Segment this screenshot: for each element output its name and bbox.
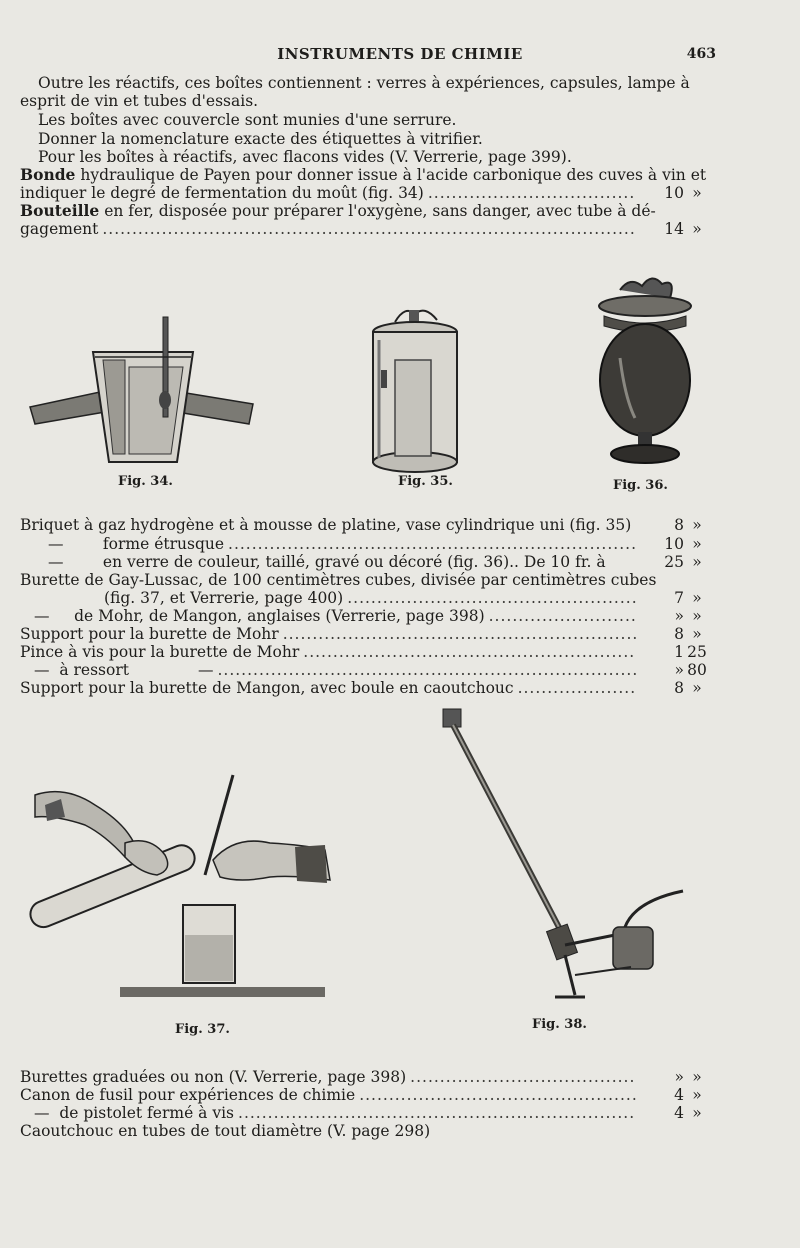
item-text: — de pistolet fermé à vis — [34, 1104, 235, 1122]
intro-line: Donner la nomenclature exacte des étiquettes à vitrifier. — [38, 130, 483, 148]
list-item — [20, 643, 710, 661]
list-item — [20, 1086, 710, 1104]
list-item — [20, 1068, 710, 1086]
entry-bonde-line1 — [20, 166, 710, 184]
intro-line: esprit de vin et tubes d'essais. — [20, 92, 259, 110]
item-text: Pince à vis pour la burette de Mohr — [20, 643, 300, 661]
list-item — [20, 516, 710, 534]
entry-text: indiquer le degré de fermentation du moût (fig. 34) — [20, 184, 424, 202]
figure-caption: Fig. 34. — [118, 474, 173, 489]
item-text: — forme étrusque — [48, 535, 225, 553]
leader-dots — [303, 643, 636, 661]
entry-text: gagement — [20, 220, 99, 238]
list-item — [20, 679, 710, 697]
currency: » — [692, 516, 702, 534]
currency: » — [692, 1086, 702, 1104]
leader-dots — [518, 679, 636, 697]
leader-dots — [283, 625, 636, 643]
intro-line: Pour les boîtes à réactifs, avec flacons vides (V. Verrerie, page 399). — [38, 148, 572, 166]
price: » — [674, 661, 684, 679]
item-text: Briquet à gaz hydrogène et à mousse de platine, vase cylindrique uni (fig. 35) — [20, 516, 632, 534]
price: 14 — [664, 220, 684, 238]
price: » — [674, 1068, 684, 1086]
item-text: Burettes graduées ou non (V. Verrerie, page 398) — [20, 1068, 407, 1086]
list-item — [48, 553, 710, 571]
figure-caption: Fig. 35. — [398, 474, 453, 489]
price: 10 — [664, 184, 684, 202]
entry-bouteille-line1 — [20, 202, 710, 220]
figure-36-vase-illustration — [590, 268, 700, 470]
price: 8 — [674, 679, 684, 697]
leader-dots — [217, 661, 636, 679]
item-text: Support pour la burette de Mohr — [20, 625, 279, 643]
list-item — [20, 1122, 710, 1140]
figure-34-bonde-illustration — [25, 312, 265, 472]
list-item — [20, 625, 710, 643]
leader-dots — [410, 1068, 636, 1086]
page-number: 463 — [686, 46, 716, 62]
currency: » — [692, 589, 702, 607]
leader-dots — [428, 184, 636, 202]
item-text: (fig. 37, et Verrerie, page 400) — [104, 589, 344, 607]
item-text: — en verre de couleur, taillé, gravé ou décoré (fig. 36).. De 10 fr. à — [48, 553, 606, 571]
figure-caption: Fig. 36. — [613, 478, 668, 493]
price: 1 — [674, 643, 684, 661]
price: » — [674, 607, 684, 625]
currency: » — [692, 553, 702, 571]
item-text: — de Mohr, de Mangon, anglaises (Verrerie, page 398) — [34, 607, 485, 625]
entry-text: hydraulique de Payen pour donner issue à l'acide carbonique des cuves à vin et — [75, 166, 707, 184]
figure-37-burette-illustration — [25, 765, 355, 1015]
entry-bonde-line2 — [20, 184, 710, 202]
currency: » — [692, 1068, 702, 1086]
currency: » — [692, 184, 702, 202]
list-item — [48, 535, 710, 553]
list-item — [34, 607, 710, 625]
intro-line: Les boîtes avec couvercle sont munies d'une serrure. — [38, 111, 457, 129]
entry-title: Bouteille — [20, 202, 100, 220]
price: 10 — [664, 535, 684, 553]
currency: » — [692, 1104, 702, 1122]
list-item — [34, 661, 710, 679]
leader-dots — [489, 607, 636, 625]
leader-dots — [102, 220, 636, 238]
entry-text: en fer, disposée pour préparer l'oxygène, sans danger, avec tube à dé- — [99, 202, 656, 220]
price: 8 — [674, 625, 684, 643]
entry-bouteille-line2 — [20, 220, 710, 238]
leader-dots — [347, 589, 636, 607]
list-item — [20, 571, 710, 589]
currency: » — [692, 535, 702, 553]
leader-dots — [635, 516, 636, 534]
currency: 25 — [687, 643, 707, 661]
list-item — [104, 589, 710, 607]
leader-dots — [238, 1104, 636, 1122]
figure-caption: Fig. 38. — [532, 1017, 587, 1032]
page-title: INSTRUMENTS DE CHIMIE — [277, 45, 523, 63]
currency: » — [692, 625, 702, 643]
currency: » — [692, 220, 702, 238]
list-item — [34, 1104, 710, 1122]
price: 25 — [664, 553, 684, 571]
figure-caption: Fig. 37. — [175, 1022, 230, 1037]
figure-38-canon-illustration — [435, 705, 690, 1010]
leader-dots — [359, 1086, 636, 1104]
price: 4 — [674, 1104, 684, 1122]
intro-line: Outre les réactifs, ces boîtes contiennent : verres à expériences, capsules, lampe à — [38, 74, 690, 92]
item-text: Support pour la burette de Mangon, avec boule en caoutchouc — [20, 679, 514, 697]
price: 7 — [674, 589, 684, 607]
item-text: Canon de fusil pour expériences de chimie — [20, 1086, 356, 1104]
leader-dots — [228, 535, 636, 553]
figure-35-briquet-illustration — [365, 300, 465, 478]
item-text: Caoutchouc en tubes de tout diamètre (V. page 298) — [20, 1122, 431, 1140]
entry-title: Bonde — [20, 166, 76, 184]
item-text: — à ressort — — [34, 661, 214, 679]
currency: » — [692, 607, 702, 625]
price: 8 — [674, 516, 684, 534]
currency: » — [692, 679, 702, 697]
item-text: Burette de Gay-Lussac, de 100 centimètres cubes, divisée par centimètres cubes — [20, 571, 657, 589]
currency: 80 — [687, 661, 707, 679]
price: 4 — [674, 1086, 684, 1104]
